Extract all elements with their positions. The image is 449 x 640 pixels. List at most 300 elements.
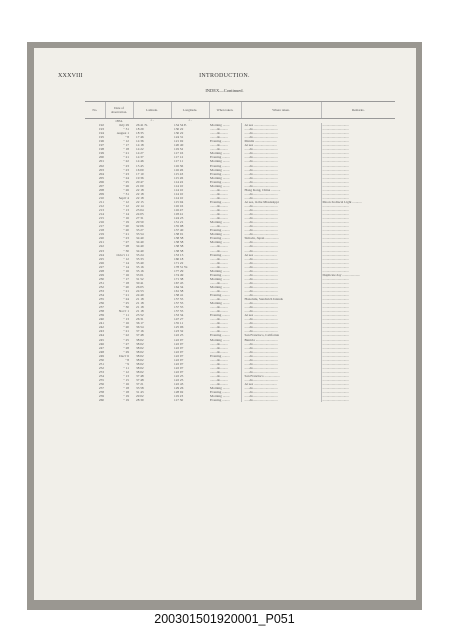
longitude-cell: 122 07 (174, 349, 184, 354)
when-taken-cell: ........do......... (210, 208, 228, 213)
latitude-cell: 21 18 (136, 297, 144, 302)
remarks-cell: ............................... (321, 139, 395, 143)
where-taken-cell: Manila .......................... (241, 139, 321, 143)
number-cell: 224 (98, 252, 104, 257)
longitude-cell: 116 36 (174, 163, 184, 168)
remarks-cell: ............................... (321, 394, 395, 398)
header-date: Date of observation. (105, 102, 133, 119)
when-taken-cell: ........do......... (210, 382, 228, 387)
longitude-cell: 157 55 (174, 297, 184, 302)
latitude-cell: 26 31 (136, 317, 144, 322)
latitude-cell: 32 06 (136, 224, 144, 229)
where-taken-cell: ......do............................. (241, 244, 321, 248)
remarks-cell: ............................... (321, 382, 395, 386)
date-cell: " 23 (123, 171, 129, 176)
latitude-cell: 19 36 (136, 175, 144, 180)
where-taken-cell: ......do............................. (241, 293, 321, 297)
latitude-cell: 33 54 (136, 232, 144, 237)
where-taken-cell: ......do............................. (241, 321, 321, 325)
date-cell: " 28 (123, 244, 129, 249)
remarks-cell: ............................... (321, 244, 395, 248)
table-header (85, 102, 395, 119)
longitude-cell: 122 07 (174, 369, 184, 374)
latitude-cell: 17 46 (136, 135, 144, 140)
date-cell: " 26 (123, 187, 129, 192)
remarks-cell: ............................... (321, 192, 395, 196)
number-cell: 196 (98, 139, 104, 144)
where-taken-cell: ......do............................. (241, 151, 321, 155)
where-taken-cell: ......do............................. (241, 317, 321, 321)
longitude-cell: 122 07 (174, 341, 184, 346)
longitude-cell: 153 13 (174, 252, 184, 257)
remarks-cell: ............................... (321, 212, 395, 216)
latitude-cell: 36 17 (136, 321, 144, 326)
latitude-cell: 21 18 (136, 301, 144, 306)
longitude-cell: 164 34 (174, 284, 184, 289)
longitude-cell: 122 07 (174, 361, 184, 366)
where-taken-cell: ......do............................. (241, 131, 321, 135)
longitude-cell: 137 40 (174, 228, 184, 233)
date-cell: " 23 (123, 163, 129, 168)
number-cell: 233 (98, 288, 104, 293)
when-taken-cell: Morning ........ (210, 337, 230, 342)
date-cell: " 17 (123, 276, 129, 281)
number-cell: 236 (98, 301, 104, 306)
longitude-cell: 115 26 (174, 175, 184, 180)
where-taken-cell: ......do............................. (241, 281, 321, 285)
date-cell: Sept'r 4 (118, 195, 129, 200)
where-taken-cell: ......do............................. (241, 224, 321, 228)
when-taken-cell: Evening ......... (210, 179, 230, 184)
latitude-cell: 33 27 (136, 228, 144, 233)
latitude-cell: 28 30 (136, 398, 144, 403)
number-cell: 219 (98, 232, 104, 237)
when-taken-cell: ........do......... (210, 349, 228, 354)
number-cell: 242 (98, 325, 104, 330)
date-cell: " 25 (123, 301, 129, 306)
where-taken-cell: ......do............................. (241, 261, 321, 265)
where-taken-cell: At sea ........................... (241, 382, 321, 386)
where-taken-cell: ......do............................. (241, 176, 321, 180)
longitude-cell: 122 25 (174, 373, 184, 378)
longitude-cell: 128 02 (174, 390, 184, 395)
where-taken-cell: ......do............................. (241, 277, 321, 281)
when-taken-cell: ........do......... (210, 297, 228, 302)
when-taken-cell: Evening ......... (210, 139, 230, 144)
latitude-cell: 22 15 (136, 199, 144, 204)
date-cell: July 29 (119, 123, 129, 128)
number-cell: 252 (98, 365, 104, 370)
when-taken-cell: ........do......... (210, 373, 228, 378)
latitude-cell: 22 18 (136, 187, 144, 192)
longitude-cell: 116 26 (174, 167, 184, 172)
when-taken-cell: Morning ........ (210, 268, 230, 273)
date-cell: " 16 (123, 268, 129, 273)
number-cell: 200 (98, 155, 104, 160)
number-cell: 213 (98, 208, 104, 213)
where-taken-cell: ......do............................. (241, 228, 321, 232)
remarks-cell: ............................... (321, 281, 395, 285)
longitude-cell: 122 43 (174, 382, 184, 387)
longitude-cell: 157 55 (174, 309, 184, 314)
when-taken-cell: ........do......... (210, 341, 228, 346)
remarks-cell: ............................... (321, 249, 395, 253)
when-taken-cell: ........do......... (210, 135, 228, 140)
number-cell: 254 (98, 373, 104, 378)
longitude-cell: 120 40 (174, 143, 184, 148)
remarks-cell: ............................... (321, 390, 395, 394)
where-taken-cell: ......do............................. (241, 378, 321, 382)
longitude-cell: 117 30 (174, 398, 184, 403)
latitude-cell: 18 35 (136, 131, 144, 136)
where-taken-cell: ......do............................. (241, 346, 321, 350)
where-taken-cell: ......do............................. (241, 342, 321, 346)
where-taken-cell: ......do............................. (241, 184, 321, 188)
remarks-cell: ............................... (321, 374, 395, 378)
longitude-cell: 121 02 (174, 139, 184, 144)
number-cell: 198 (98, 147, 104, 152)
where-taken-cell: ......do............................. (241, 386, 321, 390)
remarks-cell: ............................... (321, 350, 395, 354)
when-taken-cell: Morning ........ (210, 183, 230, 188)
when-taken-cell: ........do......... (210, 378, 228, 382)
date-cell: " 20 (123, 325, 129, 330)
remarks-cell: ............................... (321, 168, 395, 172)
when-taken-cell: Evening ......... (210, 390, 230, 395)
when-taken-cell: Morning ........ (210, 301, 230, 306)
latitude-cell: 23 52 (136, 313, 144, 318)
latitude-cell: 14 37 (136, 155, 144, 160)
longitude-cell: 119 52 (174, 147, 184, 152)
date-cell: " 12 (123, 369, 129, 374)
longitude-cell: 119 23 (174, 394, 184, 399)
date-cell: " 13 (123, 208, 129, 213)
longitude-cell: 122 25 (174, 333, 184, 338)
date-cell: " 28 (123, 345, 129, 350)
remarks-cell: ............................... (321, 366, 395, 370)
longitude-cell: 167 45 (174, 280, 184, 285)
where-taken-cell: ......do............................. (241, 212, 321, 216)
number-cell: 241 (98, 321, 104, 326)
year-cell: ° ' (188, 119, 192, 123)
latitude-cell: 31 43 (136, 390, 144, 395)
remarks-cell: ............................... (321, 293, 395, 297)
header-when-taken: When taken. (209, 102, 241, 119)
remarks-cell: ............................... (321, 338, 395, 342)
where-taken-cell: ......do............................. (241, 240, 321, 244)
image-caption: 200301501920001_P051 (154, 612, 295, 626)
when-taken-cell: Morning ........ (210, 167, 230, 172)
remarks-cell: ............................... (321, 151, 395, 155)
where-taken-cell: ......do............................. (241, 301, 321, 305)
date-cell: " 26 (123, 183, 129, 188)
latitude-cell: 38 02 (136, 357, 144, 362)
page-subtitle: INDEX—Continued. (205, 88, 244, 93)
date-cell: " 21 (123, 232, 129, 237)
remarks-cell: ............................... (321, 342, 395, 346)
where-taken-cell: ......do............................. (241, 265, 321, 269)
where-taken-cell: ......do............................. (241, 285, 321, 289)
latitude-cell: 37 48 (136, 333, 144, 338)
longitude-cell: 122 25 (174, 378, 184, 382)
when-taken-cell: Evening ......... (210, 333, 230, 338)
number-cell: 234 (98, 293, 104, 298)
latitude-cell: 33 01 (136, 272, 144, 277)
longitude-cell: 131 21 (174, 220, 184, 225)
longitude-cell: 171 38 (174, 276, 184, 281)
where-taken-cell: ......do............................. (241, 325, 321, 329)
where-taken-cell: ......do............................. (241, 172, 321, 176)
remarks-cell: ............................... (321, 155, 395, 159)
date-cell: " 11 (123, 313, 129, 318)
latitude-cell: 29 50 (136, 220, 144, 225)
latitude-cell: 34 40 (136, 244, 144, 249)
when-taken-cell: Morning ........ (210, 240, 230, 245)
remarks-cell: ............................... (321, 265, 395, 269)
where-taken-cell: ......do............................. (241, 127, 321, 131)
number-cell: 253 (98, 369, 104, 374)
remarks-cell: ............................... (321, 257, 395, 261)
latitude-cell: 24 53 (136, 288, 144, 293)
remarks-cell: ............................... (321, 204, 395, 208)
date-cell: " 16 (123, 272, 129, 277)
number-cell: 248 (98, 349, 104, 354)
where-taken-cell: ......do............................. (241, 147, 321, 151)
number-cell: 204 (98, 171, 104, 176)
remarks-cell: ............................... (321, 261, 395, 265)
where-taken-cell: ......do............................. (241, 309, 321, 313)
where-taken-cell: ......do............................. (241, 398, 321, 402)
when-taken-cell: ........do......... (210, 216, 228, 221)
number-cell: 249 (98, 353, 104, 358)
longitude-cell: 114 10 (174, 191, 184, 196)
date-cell: " 13 (123, 373, 129, 378)
date-cell: " 29 (123, 349, 129, 354)
number-cell: 237 (98, 305, 104, 310)
number-cell: 192 (98, 123, 104, 128)
when-taken-cell: Evening ......... (210, 398, 230, 403)
longitude-cell: 122 07 (174, 345, 184, 350)
number-cell: 207 (98, 183, 104, 188)
where-taken-cell: At sea ........................... (241, 253, 321, 257)
remarks-cell: ............................... (321, 224, 395, 228)
page-folio: XXXVIII (58, 73, 83, 79)
longitude-cell: 134 54 E. (174, 123, 188, 128)
date-cell: " 19 (123, 394, 129, 399)
latitude-cell: 21 00 (136, 183, 144, 188)
latitude-cell: 34 40 (136, 240, 144, 245)
date-cell: " 16 (123, 216, 129, 221)
where-taken-cell: ......do............................. (241, 366, 321, 370)
when-taken-cell: Evening ......... (210, 313, 230, 318)
remarks-cell: ............................... (321, 305, 395, 309)
year-cell: ° ' (150, 119, 154, 123)
remarks-cell: ............................... (321, 269, 395, 273)
date-cell: " 18 (123, 280, 129, 285)
number-cell: 217 (98, 224, 104, 229)
remarks-cell: ............................... (321, 253, 395, 257)
longitude-cell: 117 12 (174, 155, 184, 160)
number-cell: 203 (98, 167, 104, 172)
number-cell: 235 (98, 297, 104, 302)
header-where-taken: Where taken. (241, 102, 321, 119)
number-cell: 194 (98, 131, 104, 136)
latitude-cell: 20 47 (136, 179, 144, 184)
longitude-cell: 118 41 (174, 212, 184, 217)
number-cell: 222 (98, 244, 104, 249)
number-cell: 230 (98, 276, 104, 281)
remarks-cell: ............................... (321, 378, 395, 382)
date-cell: Dec'r 6 (119, 353, 129, 358)
remarks-cell: ............................... (321, 216, 395, 220)
where-taken-cell: Hong Kong, China ........... (241, 188, 321, 192)
where-taken-cell: ......do............................. (241, 168, 321, 172)
when-taken-cell: ........do......... (210, 369, 228, 374)
remarks-cell: ............................... (321, 362, 395, 366)
latitude-cell: 15 45 (136, 163, 144, 168)
number-cell: 229 (98, 272, 104, 277)
where-taken-cell: ......do............................. (241, 390, 321, 394)
year-cell: 1854. (115, 119, 123, 123)
when-taken-cell: ........do......... (210, 256, 228, 261)
where-taken-cell: At sea ........................... (241, 143, 321, 147)
when-taken-cell: ........do......... (210, 317, 228, 322)
date-cell: Nov'r 1 (118, 309, 129, 314)
latitude-cell: 22 18 (136, 195, 144, 200)
latitude-cell: 26 05 (136, 284, 144, 289)
date-cell: " 31 (123, 127, 129, 132)
number-cell: 197 (98, 143, 104, 148)
where-taken-cell: ......do............................. (241, 232, 321, 236)
longitude-cell: 114 22 (174, 179, 184, 184)
where-taken-cell: ......do............................. (241, 394, 321, 398)
date-cell: " 12 (123, 139, 129, 144)
latitude-cell: 35 40 (136, 260, 144, 265)
remarks-cell: ............................... (321, 386, 395, 390)
date-cell: " 8 (125, 135, 129, 140)
number-cell: 221 (98, 240, 104, 245)
latitude-cell: 14 36 (136, 139, 144, 144)
where-taken-cell: Simoda, Japan ................ (241, 236, 321, 240)
where-taken-cell: ......do............................. (241, 354, 321, 358)
number-cell: 244 (98, 333, 104, 338)
date-cell: " 21 (123, 151, 129, 156)
longitude-cell: 115 43 (174, 171, 184, 176)
when-taken-cell: Morning ........ (210, 175, 230, 180)
when-taken-cell: ........do......... (210, 224, 228, 229)
longitude-cell: 124 31 (174, 135, 184, 140)
longitude-cell: 158 41 (174, 293, 184, 298)
when-taken-cell: ........do......... (210, 309, 228, 314)
latitude-cell: 30 41 (136, 280, 144, 285)
remarks-cell: ............................... (321, 184, 395, 188)
latitude-cell: 38 02 (136, 345, 144, 350)
when-taken-cell: Evening ......... (210, 236, 230, 241)
date-cell: " 19 (123, 220, 129, 225)
date-cell: " 22 (123, 333, 129, 338)
date-cell: " 14 (123, 264, 129, 269)
when-taken-cell: Morning ........ (210, 151, 230, 156)
date-cell: " 24 (123, 175, 129, 180)
date-cell: " 21 (123, 155, 129, 160)
remarks-cell: ............................... (321, 313, 395, 317)
number-cell: 250 (98, 357, 104, 362)
latitude-cell: 38 02 (136, 361, 144, 366)
latitude-cell: 37 48 (136, 373, 144, 378)
where-taken-cell: At sea ........................... (241, 123, 321, 127)
remarks-cell: ............................... (321, 325, 395, 329)
date-cell: " 8 (125, 357, 129, 362)
remarks-cell: Moon Zodiacal Light ........... (321, 200, 395, 204)
where-taken-cell: ......do............................. (241, 329, 321, 333)
when-taken-cell: ........do......... (210, 260, 228, 265)
when-taken-cell: Evening ......... (210, 163, 230, 168)
observation-index-table (85, 101, 395, 402)
longitude-cell: 114 10 (174, 195, 184, 200)
latitude-cell: 38 02 (136, 341, 144, 346)
date-cell: " 15 (123, 378, 129, 382)
date-cell: " 24 (123, 297, 129, 302)
latitude-cell: 27 31 (136, 216, 144, 221)
date-cell: Octo'r 11 (116, 252, 129, 257)
when-taken-cell: ........do......... (210, 244, 228, 249)
date-cell: " 11 (123, 365, 129, 370)
where-taken-cell: ......do............................. (241, 370, 321, 374)
where-taken-cell: ......do............................. (241, 358, 321, 362)
latitude-cell: 18 29 (136, 127, 144, 132)
when-taken-cell: Morning ........ (210, 123, 230, 128)
number-cell: 227 (98, 264, 104, 269)
remarks-cell: ............................... (321, 321, 395, 325)
number-cell: 225 (98, 256, 104, 261)
latitude-cell: 14 27 (136, 151, 144, 156)
when-taken-cell: Morning ........ (210, 159, 230, 164)
when-taken-cell: Evening ......... (210, 228, 230, 233)
number-cell: 239 (98, 313, 104, 318)
latitude-cell: 22 14 (136, 203, 144, 208)
where-taken-cell: ......do............................. (241, 289, 321, 293)
remarks-cell: ............................... (321, 208, 395, 212)
when-taken-cell: Morning ........ (210, 220, 230, 225)
number-cell: 251 (98, 361, 104, 366)
number-cell: 247 (98, 345, 104, 350)
number-cell: 243 (98, 329, 104, 334)
date-cell: " 27 (123, 240, 129, 245)
latitude-cell: 29 02 (136, 394, 144, 399)
date-cell: " 25 (123, 337, 129, 342)
where-taken-cell: ......do............................. (241, 216, 321, 220)
latitude-cell: 38 02 (136, 353, 144, 358)
latitude-cell: 14 46 (136, 159, 144, 164)
remarks-cell: ............................... (321, 277, 395, 281)
latitude-cell: 17 10 (136, 171, 144, 176)
remarks-cell: ............................... (321, 370, 395, 374)
date-cell: " 12 (123, 256, 129, 261)
date-cell: " 14 (123, 260, 129, 265)
remarks-cell: ............................... (321, 196, 395, 200)
remarks-cell: ............................... (321, 176, 395, 180)
date-cell: " 9 (125, 361, 129, 366)
number-cell: 202 (98, 163, 104, 168)
longitude-cell: 122 07 (174, 353, 184, 358)
number-cell: 218 (98, 228, 104, 233)
number-cell: 193 (98, 127, 104, 132)
when-taken-cell: ........do......... (210, 131, 228, 136)
latitude-cell: 14 18 (136, 143, 144, 148)
longitude-cell: 116 47 (174, 208, 184, 213)
where-taken-cell: San Francisco, California (241, 333, 321, 337)
number-cell: 195 (98, 135, 104, 140)
